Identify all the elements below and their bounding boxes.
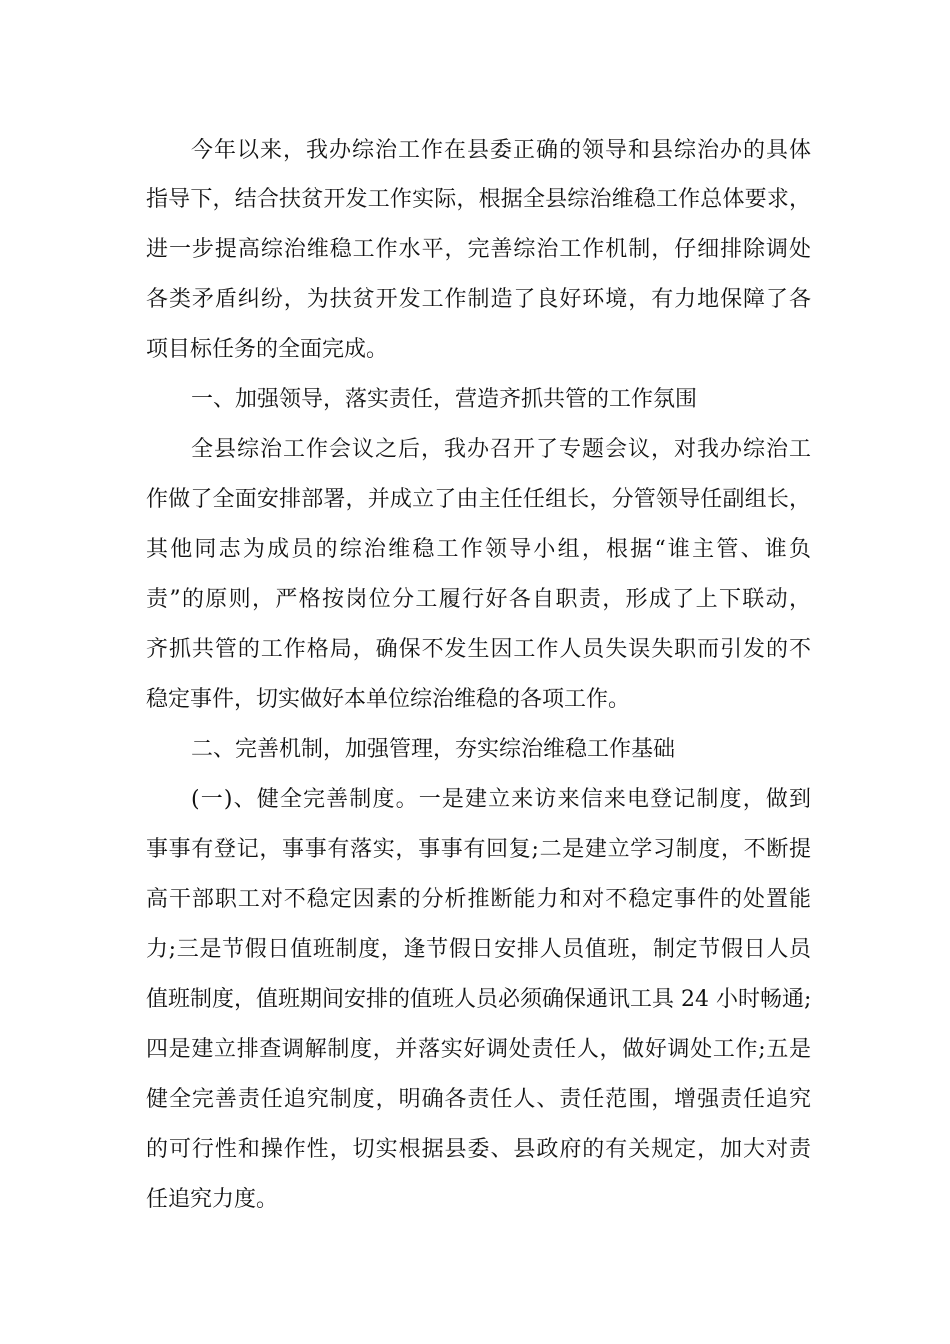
- section-heading: 二、完善机制，加强管理，夯实综治维稳工作基础: [191, 737, 676, 762]
- text-line: 的可行性和操作性，切实根据县委、县政府的有关规定，加大对责: [146, 1137, 811, 1162]
- text-line: 其他同志为成员的综治维稳工作领导小组，根据“谁主管、谁负: [146, 537, 811, 562]
- text-line: 事事有登记，事事有落实，事事有回复;二是建立学习制度，不断提: [146, 837, 811, 862]
- text-line: 全县综治工作会议之后，我办召开了专题会议，对我办综治工: [191, 437, 811, 462]
- text-line: 齐抓共管的工作格局，确保不发生因工作人员失误失职而引发的不: [146, 637, 811, 662]
- text-line: 作做了全面安排部署，并成立了由主任任组长，分管领导任副组长，: [146, 487, 811, 512]
- text-line: 健全完善责任追究制度，明确各责任人、责任范围，增强责任追究: [146, 1087, 811, 1112]
- text-line: 任追究力度。: [146, 1187, 279, 1212]
- section-heading: 一、加强领导，落实责任，营造齐抓共管的工作氛围: [191, 387, 698, 412]
- text-line: 稳定事件，切实做好本单位综治维稳的各项工作。: [146, 687, 631, 712]
- text-line: 指导下，结合扶贫开发工作实际，根据全县综治维稳工作总体要求，: [146, 187, 811, 212]
- text-line: 力;三是节假日值班制度，逢节假日安排人员值班，制定节假日人员: [146, 937, 811, 962]
- text-line: 值班制度，值班期间安排的值班人员必须确保通讯工具 24 小时畅通;: [146, 987, 812, 1012]
- text-line: 项目标任务的全面完成。: [146, 337, 389, 362]
- text-line: 进一步提高综治维稳工作水平，完善综治工作机制，仔细排除调处: [146, 237, 811, 262]
- text-line: 责”的原则，严格按岗位分工履行好各自职责，形成了上下联动，: [146, 587, 811, 612]
- text-line: 今年以来，我办综治工作在县委正确的领导和县综治办的具体: [191, 138, 811, 163]
- text-line: 各类矛盾纠纷，为扶贫开发工作制造了良好环境，有力地保障了各: [146, 287, 811, 312]
- text-line: 高干部职工对不稳定因素的分析推断能力和对不稳定事件的处置能: [146, 887, 811, 912]
- text-line: (一)、健全完善制度。一是建立来访来信来电登记制度，做到: [191, 787, 811, 812]
- text-line: 四是建立排查调解制度，并落实好调处责任人，做好调处工作;五是: [146, 1037, 811, 1062]
